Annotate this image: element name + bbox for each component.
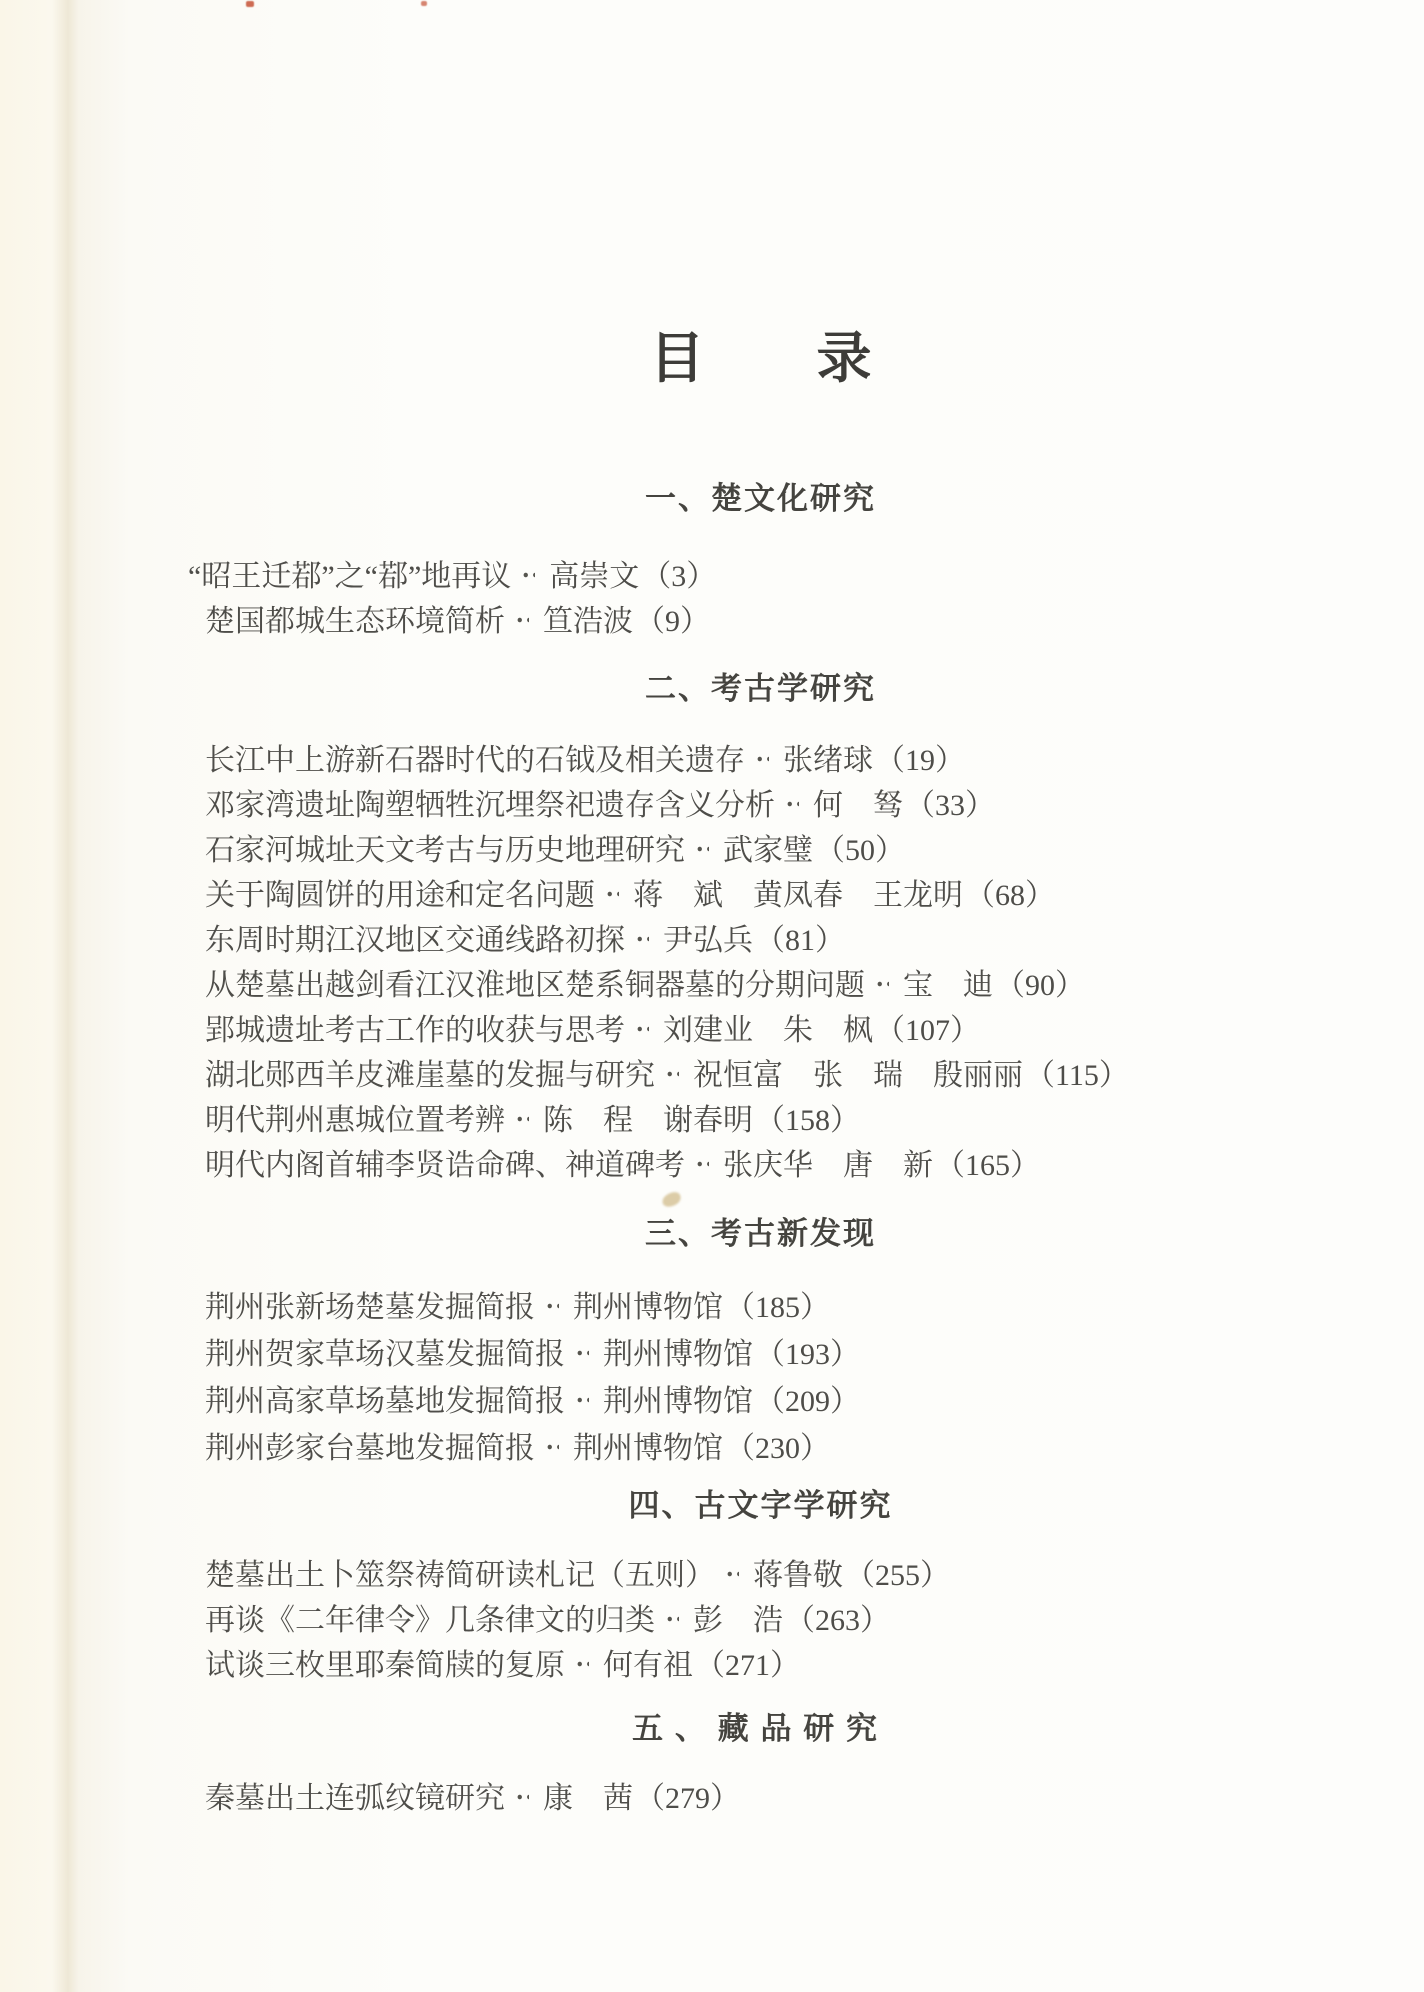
section-entries	[205, 1549, 1292, 1684]
dot-leader	[725, 1549, 739, 1594]
entry-authors: 蒋 斌 黄凤春 王龙明	[633, 878, 963, 912]
entry-title: 楚国都城生态环境简析	[205, 604, 505, 638]
entry-page: （209）	[755, 1384, 860, 1418]
section-heading: 五、藏品研究	[632, 1711, 889, 1747]
entry-title: 湖北郧西羊皮滩崖墓的发掘与研究	[205, 1058, 655, 1092]
toc-entry	[205, 1639, 1292, 1684]
entry-authors: 康 茜	[543, 1781, 633, 1815]
entry-page: （185）	[725, 1290, 830, 1324]
entry-title: 荆州张新场楚墓发掘简报	[205, 1290, 535, 1324]
dot-leader	[875, 959, 889, 1004]
toc-entry	[205, 1049, 1292, 1094]
toc-section-2	[205, 667, 1292, 1184]
dot-leader	[635, 1004, 649, 1049]
entry-meta	[753, 1550, 950, 1594]
entry-page: （158）	[755, 1103, 860, 1137]
toc-entry	[188, 550, 1292, 595]
entry-meta	[813, 780, 995, 824]
toc-entry	[205, 1280, 1292, 1327]
dot-leader	[515, 1094, 529, 1139]
entry-meta	[543, 1095, 860, 1139]
entry-authors: 尹弘兵	[663, 923, 753, 957]
dot-leader	[695, 1139, 709, 1184]
entry-meta	[663, 915, 845, 959]
entry-authors: 宝 迪	[903, 968, 993, 1002]
entry-meta	[723, 825, 905, 869]
dot-leader	[545, 1421, 559, 1468]
dot-leader	[575, 1639, 589, 1684]
entry-page: （90）	[995, 968, 1085, 1002]
entry-title: 石家河城址天文考古与历史地理研究	[205, 833, 685, 867]
toc-entry	[205, 1549, 1292, 1594]
entry-page: （165）	[935, 1148, 1040, 1182]
entry-page: （255）	[845, 1558, 950, 1592]
entry-meta	[783, 735, 965, 779]
entry-authors: 荆州博物馆	[573, 1290, 723, 1324]
toc-entry	[205, 824, 1292, 869]
entry-authors: 荆州博物馆	[603, 1384, 753, 1418]
entry-authors: 何 驽	[813, 788, 903, 822]
entry-title: 再谈《二年律令》几条律文的归类	[205, 1603, 655, 1637]
toc-entry	[205, 1374, 1292, 1421]
entry-page: （230）	[725, 1431, 830, 1465]
dot-leader	[755, 734, 769, 779]
entry-title: 楚墓出土卜筮祭祷简研读札记（五则）	[205, 1558, 715, 1592]
entry-title: 荆州贺家草场汉墓发掘简报	[205, 1337, 565, 1371]
entry-page: （3）	[641, 559, 717, 593]
entry-title: 秦墓出土连弧纹镜研究	[205, 1781, 505, 1815]
entry-meta	[693, 1050, 1129, 1094]
entry-page: （33）	[905, 788, 995, 822]
toc-entry	[205, 595, 1292, 640]
toc-section-5	[205, 1707, 1292, 1817]
entry-meta	[693, 1595, 890, 1639]
toc-entry	[205, 1421, 1292, 1468]
dot-leader	[785, 779, 799, 824]
entry-authors: 祝恒富 张 瑞 殷丽丽	[693, 1058, 1023, 1092]
dot-leader	[665, 1594, 679, 1639]
entry-meta	[603, 1329, 860, 1373]
toc-entry	[205, 1772, 1292, 1817]
entry-authors: 笪浩波	[543, 604, 633, 638]
entry-meta	[903, 960, 1085, 1004]
dot-leader	[605, 869, 619, 914]
entry-page: （279）	[635, 1781, 740, 1815]
entry-title: 从楚墓出越剑看江汉淮地区楚系铜器墓的分期问题	[205, 968, 865, 1002]
page-title	[217, 330, 1304, 388]
entry-page: （9）	[635, 604, 710, 638]
entry-authors: 何有祖	[603, 1648, 693, 1682]
entry-authors: 张绪球	[783, 743, 873, 777]
entry-meta	[633, 870, 1055, 914]
toc-section-1	[188, 477, 1292, 640]
entry-authors: 蒋鲁敬	[753, 1558, 843, 1592]
toc-entry	[205, 914, 1292, 959]
dot-leader	[635, 914, 649, 959]
entry-page: （81）	[755, 923, 845, 957]
dot-leader	[695, 824, 709, 869]
entry-title: 长江中上游新石器时代的石钺及相关遗存	[205, 743, 745, 777]
toc-entry	[205, 1004, 1292, 1049]
entry-title: 关于陶圆饼的用途和定名问题	[205, 878, 595, 912]
dot-leader	[575, 1374, 589, 1421]
entry-title: “昭王迁鄀”之“鄀”地再议	[188, 559, 512, 593]
entry-authors: 高崇文	[549, 559, 640, 593]
dot-leader	[575, 1327, 589, 1374]
sections-root	[188, 477, 1292, 1817]
section-entries	[188, 550, 1292, 640]
entry-meta	[603, 1376, 860, 1420]
toc-entry	[205, 959, 1292, 1004]
entry-meta	[663, 1005, 980, 1049]
entry-page: （115）	[1025, 1058, 1129, 1092]
entry-authors: 刘建业 朱 枫	[663, 1013, 873, 1047]
section-heading: 二、考古学研究	[645, 671, 876, 707]
section-entries	[205, 1772, 1292, 1817]
toc-entry	[205, 734, 1292, 779]
dot-leader	[665, 1049, 679, 1094]
entry-page: （19）	[875, 743, 965, 777]
entry-page: （271）	[695, 1648, 800, 1682]
dot-leader	[521, 550, 535, 595]
toc-entry	[205, 1094, 1292, 1139]
entry-title: 东周时期江汉地区交通线路初探	[205, 923, 625, 957]
entry-meta	[573, 1423, 830, 1467]
dot-leader	[545, 1280, 559, 1327]
entry-meta	[543, 1773, 740, 1817]
entry-page: （68）	[965, 878, 1055, 912]
entry-meta	[573, 1282, 830, 1326]
toc-entry	[205, 779, 1292, 824]
section-entries	[205, 1280, 1292, 1468]
entry-meta	[549, 551, 716, 595]
entry-authors: 张庆华 唐 新	[723, 1148, 933, 1182]
entry-title: 荆州高家草场墓地发掘简报	[205, 1384, 565, 1418]
section-heading: 三、考古新发现	[645, 1216, 876, 1252]
toc-section-3	[205, 1212, 1292, 1468]
toc-section-4	[205, 1484, 1292, 1684]
entry-page: （193）	[755, 1337, 860, 1371]
entry-authors: 陈 程 谢春明	[543, 1103, 753, 1137]
dot-leader	[515, 1772, 529, 1817]
toc-entry	[205, 1139, 1292, 1184]
entry-title: 明代荆州惠城位置考辨	[205, 1103, 505, 1137]
entry-title: 郢城遗址考古工作的收获与思考	[205, 1013, 625, 1047]
entry-title: 试谈三枚里耶秦简牍的复原	[205, 1648, 565, 1682]
entry-title: 荆州彭家台墓地发掘简报	[205, 1431, 535, 1465]
toc-entry	[205, 1594, 1292, 1639]
section-heading: 一、楚文化研究	[645, 481, 876, 517]
entry-meta	[543, 596, 710, 640]
entry-authors: 彭 浩	[693, 1603, 783, 1637]
entry-title: 邓家湾遗址陶塑牺牲沉埋祭祀遗存含义分析	[205, 788, 775, 822]
entry-meta	[603, 1640, 800, 1684]
entry-page: （50）	[815, 833, 905, 867]
dot-leader	[515, 595, 529, 640]
entry-page: （107）	[875, 1013, 980, 1047]
entry-meta	[723, 1140, 1040, 1184]
entry-authors: 荆州博物馆	[603, 1337, 753, 1371]
section-heading: 四、古文字学研究	[628, 1488, 893, 1524]
entry-title: 明代内阁首辅李贤诰命碑、神道碑考	[205, 1148, 685, 1182]
toc-entry	[205, 1327, 1292, 1374]
entry-page: （263）	[785, 1603, 890, 1637]
page-title-char: 录	[816, 328, 872, 389]
toc-entry	[205, 869, 1292, 914]
page-title-char: 目	[649, 328, 705, 389]
section-entries	[205, 734, 1292, 1184]
entry-authors: 武家璧	[723, 833, 813, 867]
entry-authors: 荆州博物馆	[573, 1431, 723, 1465]
